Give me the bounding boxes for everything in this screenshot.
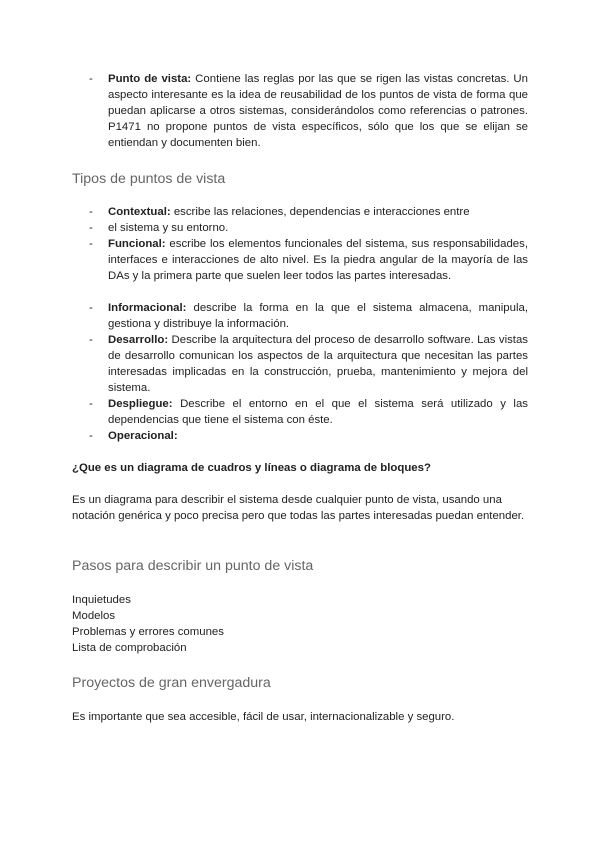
item-text: escribe las relaciones, dependencias e interacciones entre (173, 206, 470, 218)
item-term: Despliegue: (108, 398, 173, 410)
list-item: Inquietudes (72, 594, 131, 606)
list-item-despliegue (108, 396, 528, 428)
list-item-informacional (108, 300, 528, 332)
bullet-dash: - (89, 206, 93, 218)
list-item-desarrollo (108, 332, 528, 396)
item-term: Desarrollo: (108, 334, 169, 346)
bullet-dash: - (89, 222, 93, 234)
item-term: Punto de vista: (108, 73, 192, 85)
bullet-dash: - (89, 73, 93, 85)
list-item: Lista de comprobación (72, 642, 187, 654)
question-answer: Es un diagrama para describir el sistema desde cualquier punto de vista, usando una notación genérica y poco precisa pero que todas las partes interesadas puedan entender. (72, 494, 525, 522)
item-term: Funcional: (108, 238, 166, 250)
list-item-operacional (108, 428, 528, 444)
item-term: Operacional: (108, 430, 178, 442)
bullet-dash: - (89, 302, 93, 314)
item-text: escribe los elementos funcionales del sistema, sus responsabilidades, interfaces e interacciones de alto nivel. Es la piedra angular de la mayoría de las DAs y la primera parte que suelen leer todos las partes interesadas. (108, 238, 528, 282)
list-item-funcional (108, 236, 528, 284)
item-text: Describe el entorno en el que el sistema será utilizado y las dependencias que tiene el sistema con éste. (108, 398, 528, 426)
item-term: Contextual: (108, 206, 171, 218)
section-heading-proyectos: Proyectos de gran envergadura (72, 675, 271, 691)
item-text: describe la forma en la que el sistema almacena, manipula, gestiona y distribuye la información. (108, 302, 528, 330)
item-term: Informacional: (108, 302, 187, 314)
item-text: Contiene las reglas por las que se rigen las vistas concretas. Un aspecto interesante es la idea de reusabilidad de los puntos de vista de forma que puedan aplicarse a otros sistemas, considerándolos como referencias o patrones. P1471 no propone puntos de vista específicos, sólo que los que se elijan se entiendan y documenten bien. (108, 73, 528, 149)
question-heading: ¿Que es un diagrama de cuadros y líneas o diagrama de bloques? (72, 462, 431, 474)
section-heading-tipos: Tipos de puntos de vista (72, 171, 226, 187)
paragraph: Es importante que sea accesible, fácil de usar, internacionalizable y seguro. (72, 711, 455, 723)
bullet-dash: - (89, 430, 93, 442)
list-item-punto-de-vista (108, 71, 528, 151)
list-item-entorno (108, 220, 528, 236)
bullet-dash: - (89, 238, 93, 250)
list-item: Problemas y errores comunes (72, 626, 224, 638)
section-heading-pasos: Pasos para describir un punto de vista (72, 558, 314, 574)
list-item-contextual (108, 204, 528, 220)
list-item: Modelos (72, 610, 116, 622)
item-text: el sistema y su entorno. (108, 222, 229, 234)
bullet-dash: - (89, 398, 93, 410)
bullet-dash: - (89, 334, 93, 346)
item-text: Describe la arquitectura del proceso de desarrollo software. Las vistas de desarrollo comunican los aspectos de la arquitectura que necesitan las partes interesadas implicadas en la construcción, prueba, mantenimiento y mejora del sistema. (108, 334, 528, 394)
